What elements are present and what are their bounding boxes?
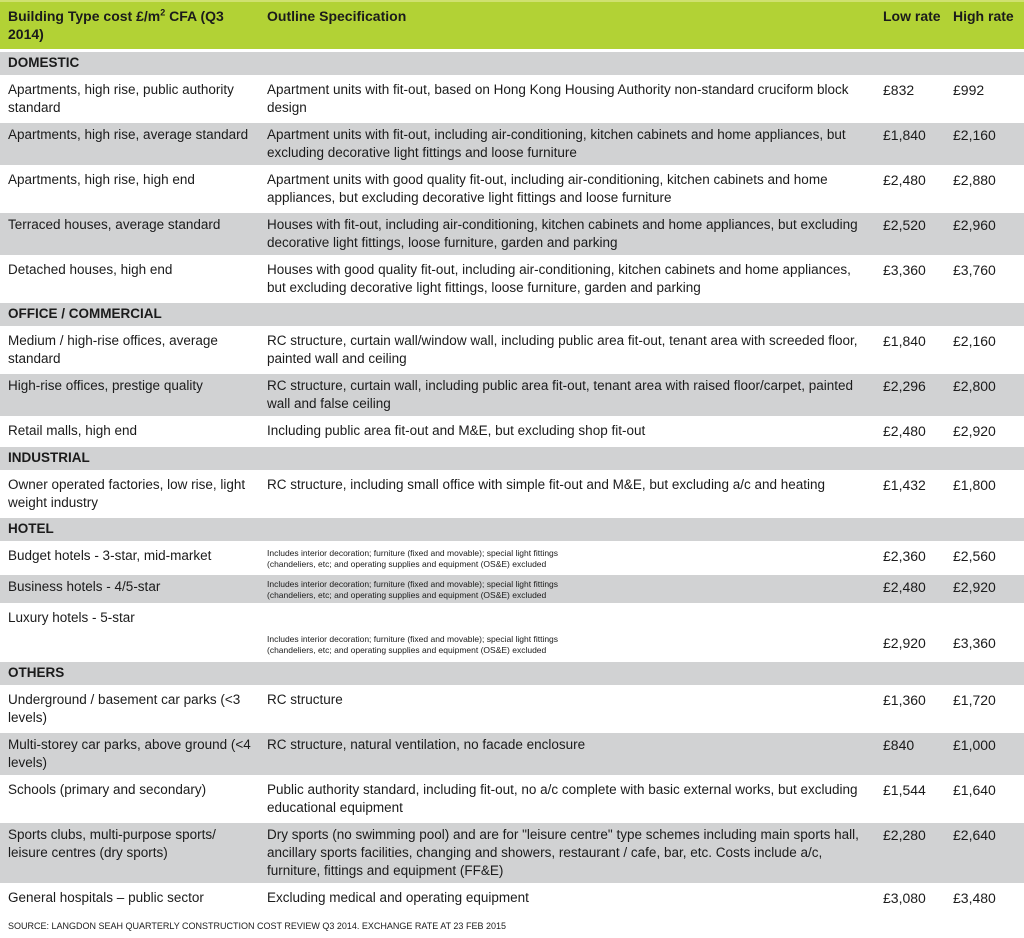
low-rate-cell: £840	[883, 737, 915, 753]
low-rate-cell: £1,840	[883, 127, 926, 143]
source-note: SOURCE: LANGDON SEAH QUARTERLY CONSTRUCTION COST REVIEW Q3 2014. EXCHANGE RATE AT 23 FEB 2015	[8, 921, 506, 931]
building-type-cell: Sports clubs, multi-purpose sports/ leisure centres (dry sports)	[8, 827, 216, 860]
low-rate-cell: £1,840	[883, 333, 926, 349]
building-type-cell: Budget hotels - 3-star, mid-market	[8, 548, 212, 563]
high-rate-cell: £2,160	[953, 127, 996, 143]
low-rate-cell: £2,520	[883, 217, 926, 233]
header-outline-spec: Outline Specification	[267, 8, 407, 24]
outline-spec-cell: Includes interior decoration; furniture (fixed and movable); special light fittings (chandeliers, etc; and operating supplies and equipment (OS&E) excluded	[267, 634, 559, 655]
building-type-cell: General hospitals – public sector	[8, 890, 204, 905]
outline-spec-cell: Includes interior decoration; furniture (fixed and movable); special light fittings (chandeliers, etc; and operating supplies and equipment (OS&E) excluded	[267, 548, 559, 569]
table-row	[0, 123, 1024, 168]
outline-spec-cell: Dry sports (no swimming pool) and are for "leisure centre" type schemes including main sports hall, ancillary sports facilities, changing and showers, restaurant / cafe, bar, etc. Costs include a/c, furniture, fittings and equipment (FF&E)	[267, 827, 859, 878]
table-row	[0, 213, 1024, 258]
table-row	[0, 374, 1024, 419]
outline-spec-cell: Apartment units with fit-out, including air-conditioning, kitchen cabinets and home appliances, but excluding decorative light fittings and loose furniture	[267, 127, 846, 160]
table-row	[0, 473, 1024, 518]
building-type-cell: Apartments, high rise, average standard	[8, 127, 249, 142]
low-rate-cell: £2,480	[883, 579, 926, 595]
table-row	[0, 258, 1024, 303]
high-rate-cell: £1,720	[953, 692, 996, 708]
table-row	[0, 606, 1024, 662]
building-type-cell: Apartments, high rise, public authority standard	[8, 82, 234, 115]
low-rate-cell: £2,480	[883, 423, 926, 439]
building-type-cell: Business hotels - 4/5-star	[8, 579, 161, 594]
low-rate-cell: £2,296	[883, 378, 926, 394]
table-row	[0, 544, 1024, 575]
section-header: HOTEL	[0, 518, 1024, 544]
outline-spec-cell: RC structure, including small office with simple fit-out and M&E, but excluding a/c and heating	[267, 477, 826, 492]
table-row	[0, 168, 1024, 213]
table-row	[0, 823, 1024, 886]
outline-spec-cell: Apartment units with fit-out, based on Hong Kong Housing Authority non-standard cruciform block design	[267, 82, 849, 115]
outline-spec-cell: RC structure, curtain wall, including public area fit-out, tenant area with raised floor/carpet, painted wall and false ceiling	[267, 378, 854, 411]
table-row	[0, 733, 1024, 778]
high-rate-cell: £1,640	[953, 782, 996, 798]
building-type-cell: High-rise offices, prestige quality	[8, 378, 203, 393]
outline-spec-cell: RC structure, curtain wall/window wall, including public area fit-out, tenant area with screeded floor, painted wall and ceiling	[267, 333, 858, 366]
building-type-cell: Retail malls, high end	[8, 423, 138, 438]
high-rate-cell: £2,560	[953, 548, 996, 564]
outline-spec-cell: Houses with good quality fit-out, including air-conditioning, kitchen cabinets and home appliances, but excluding decorative light fittings, loose furniture, garden and parking	[267, 262, 851, 295]
high-rate-cell: £1,000	[953, 737, 996, 753]
outline-spec-cell: Houses with fit-out, including air-conditioning, kitchen cabinets and home appliances, but excluding decorative light fittings, loose furniture, garden and parking	[267, 217, 858, 250]
high-rate-cell: £992	[953, 82, 985, 98]
table-row	[0, 419, 1024, 447]
low-rate-cell: £2,480	[883, 172, 926, 188]
low-rate-cell: £1,360	[883, 692, 926, 708]
low-rate-cell: £1,544	[883, 782, 926, 798]
building-type-cell: Schools (primary and secondary)	[8, 782, 207, 797]
outline-spec-cell: Including public area fit-out and M&E, but excluding shop fit-out	[267, 423, 646, 438]
outline-spec-cell: RC structure	[267, 692, 343, 707]
section-header: INDUSTRIAL	[0, 447, 1024, 473]
low-rate-cell: £2,360	[883, 548, 926, 564]
high-rate-cell: £1,800	[953, 477, 996, 493]
table-header-row	[0, 0, 1024, 52]
header-high-rate: High rate	[953, 8, 1014, 24]
high-rate-cell: £2,920	[953, 579, 996, 595]
table-row	[0, 78, 1024, 123]
high-rate-cell: £3,480	[953, 890, 996, 906]
outline-spec-cell: Excluding medical and operating equipment	[267, 890, 529, 905]
outline-spec-cell: Public authority standard, including fit-out, no a/c complete with basic external works, but excluding educational equipment	[267, 782, 858, 815]
high-rate-cell: £2,800	[953, 378, 996, 394]
low-rate-cell: £2,280	[883, 827, 926, 843]
header-building-type: Building Type cost $£/m^2$ CFA (Q3 2014)	[8, 7, 224, 42]
building-type-cell: Underground / basement car parks (<3 levels)	[8, 692, 241, 725]
table-row	[0, 886, 1024, 914]
building-type-cell: Terraced houses, average standard	[8, 217, 221, 232]
building-type-cell: Detached houses, high end	[8, 262, 173, 277]
high-rate-cell: £3,360	[953, 635, 996, 651]
building-type-cell: Multi-storey car parks, above ground (<4 levels)	[8, 737, 251, 770]
outline-spec-cell: Includes interior decoration; furniture (fixed and movable); special light fittings (chandeliers, etc; and operating supplies and equipment (OS&E) excluded	[267, 579, 559, 600]
high-rate-cell: £2,880	[953, 172, 996, 188]
building-type-cell: Luxury hotels - 5-star	[8, 610, 135, 625]
high-rate-cell: £2,160	[953, 333, 996, 349]
outline-spec-cell: RC structure, natural ventilation, no facade enclosure	[267, 737, 586, 752]
building-type-cell: Apartments, high rise, high end	[8, 172, 195, 187]
header-low-rate: Low rate	[883, 8, 941, 24]
low-rate-cell: £1,432	[883, 477, 926, 493]
low-rate-cell: £2,920	[883, 635, 926, 651]
table-row	[0, 688, 1024, 733]
low-rate-cell: £3,080	[883, 890, 926, 906]
high-rate-cell: £2,920	[953, 423, 996, 439]
table-row	[0, 575, 1024, 606]
section-header: DOMESTIC	[0, 52, 1024, 78]
building-type-cell: Owner operated factories, low rise, light weight industry	[8, 477, 246, 510]
table-body	[0, 52, 1024, 914]
high-rate-cell: £2,640	[953, 827, 996, 843]
low-rate-cell: £832	[883, 82, 915, 98]
high-rate-cell: £3,760	[953, 262, 996, 278]
section-header: OFFICE / COMMERCIAL	[0, 303, 1024, 329]
outline-spec-cell: Apartment units with good quality fit-out, including air-conditioning, kitchen cabinets and home appliances, but excluding decorative light fittings and loose furniture	[267, 172, 828, 205]
table-row	[0, 778, 1024, 823]
building-type-cell: Medium / high-rise offices, average standard	[8, 333, 218, 366]
section-header: OTHERS	[0, 662, 1024, 688]
high-rate-cell: £2,960	[953, 217, 996, 233]
low-rate-cell: £3,360	[883, 262, 926, 278]
table-row	[0, 329, 1024, 374]
